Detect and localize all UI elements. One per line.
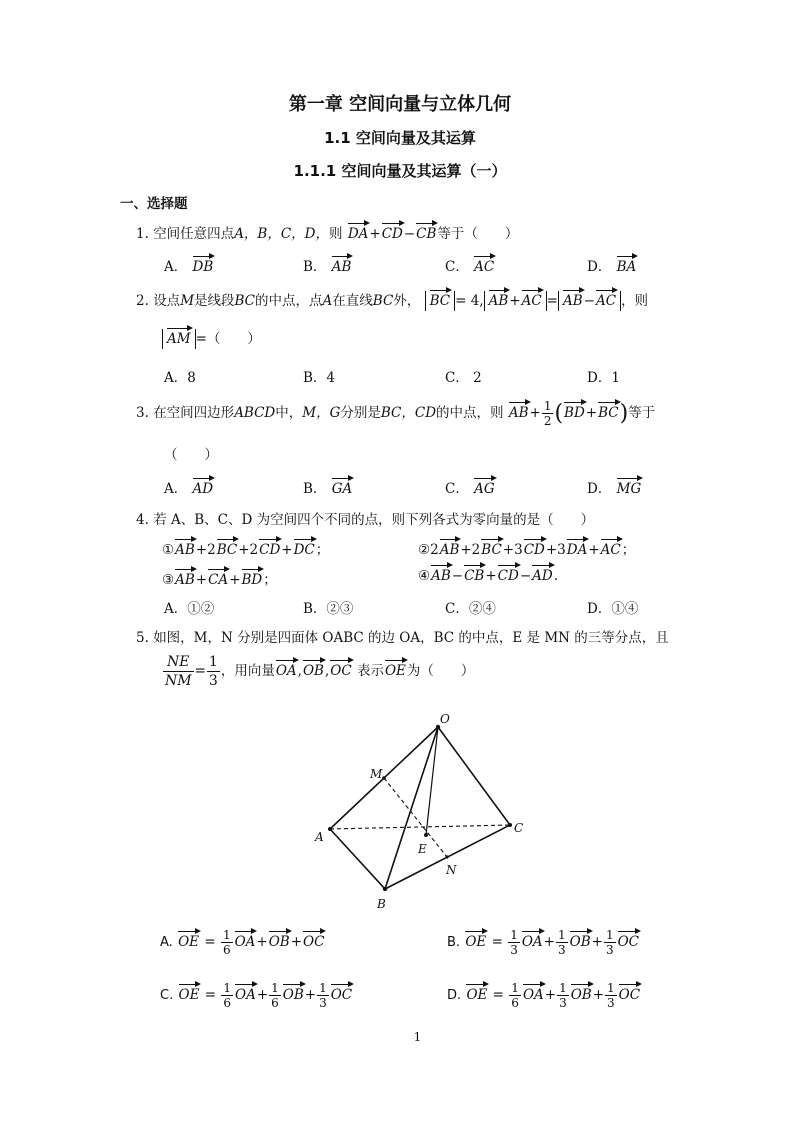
vector-term: AB — [175, 542, 195, 558]
vector-term: AD — [532, 568, 553, 584]
option-label: A. — [160, 935, 173, 950]
operator: + — [588, 542, 600, 558]
q5-option-c: C. OE = $\frac{1}{6}$ OA+ $\frac{1}{6}$ OB+ $\frac{1}{3}$ OC — [160, 981, 353, 1010]
item-end: ； — [621, 542, 636, 558]
label-n: N — [446, 863, 457, 877]
vector-term: CD — [523, 542, 545, 558]
operator: + — [195, 572, 208, 588]
q2-option-a: A．8 — [164, 370, 196, 386]
item-end: ； — [263, 572, 277, 588]
option-label: C. — [160, 988, 174, 1003]
operator: +2 — [195, 542, 216, 558]
question-3-line2: （ ） — [164, 447, 218, 463]
vector-term: OA — [235, 987, 256, 1003]
question-5-stem: 5. 如图，M，N 分别是四面体 OABC 的边 OA，BC 的中点，E 是 MN 的三等分点，且 — [136, 630, 669, 646]
coefficient: $\frac{1}{3}$ — [559, 981, 567, 1010]
q5-option-a: A. OE = $\frac{1}{6}$ OA+OB+OC — [160, 928, 325, 957]
operator: +3 — [502, 542, 523, 558]
vector-term: OA — [234, 934, 256, 950]
vector-oe: OE — [465, 934, 487, 950]
q5-option-b: B. OE = $\frac{1}{3}$ OA+ $\frac{1}{3}$ OB+ $\frac{1}{3}$ OC — [447, 928, 639, 957]
coefficient: $\frac{1}{3}$ — [557, 928, 566, 957]
vector-da: DA — [347, 226, 369, 242]
vector-cb: CB — [416, 226, 437, 242]
chapter-title: 第一章 空间向量与立体几何 — [288, 94, 512, 115]
label-a: A — [315, 830, 324, 844]
part-title: 一、选择题 — [120, 196, 188, 212]
coefficient: $\frac{1}{3}$ — [607, 981, 615, 1010]
label-o: O — [440, 712, 450, 726]
q4-item-3 — [162, 568, 277, 588]
q4-option-c: C．②④ — [445, 601, 496, 617]
point-c — [508, 823, 512, 827]
q4-item-1 — [162, 538, 329, 558]
item-mark: ③ — [162, 572, 175, 588]
vector-term: AC — [600, 542, 621, 558]
question-4-stem: 4. 若 A、B、C、D 为空间四个不同的点，则下列各式为零向量的是（ ） — [136, 512, 595, 528]
question-2-line2: AM =（ ） — [162, 327, 261, 349]
coefficient: $\frac{1}{3}$ — [605, 928, 614, 957]
question-1-stem: 1. 空间任意四点A，B，C，D，则 DA+CD−CB等于（ ） — [136, 226, 519, 242]
q4-item-4 — [418, 568, 558, 584]
operator: 2 — [430, 542, 439, 558]
option-label: B. — [447, 935, 461, 950]
vector-term: OC — [617, 934, 639, 950]
vector-term: BD — [241, 572, 263, 588]
coefficient: $\frac{1}{6}$ — [511, 981, 519, 1010]
vector-oe: OE — [178, 934, 200, 950]
edge-oc — [438, 727, 510, 825]
operator: − — [451, 568, 464, 584]
question-5-line2: $\frac{NE}{NM}$ = $\frac{1}{3}$ ，用向量OA,OB,OC 表示OE为（ ） — [165, 654, 475, 689]
page-number: 1 — [413, 1030, 422, 1044]
coefficient: $\frac{1}{6}$ — [223, 981, 231, 1010]
section-title: 1.1 空间向量及其运算 — [324, 129, 476, 147]
vector-term: CD — [259, 542, 281, 558]
point-b — [383, 887, 387, 891]
edge-ab — [330, 829, 385, 889]
q4-item-2 — [418, 538, 635, 558]
vector-term: OA — [522, 987, 544, 1003]
vector-term: AB — [175, 572, 195, 588]
point-n — [445, 855, 448, 858]
q3-option-d: D． MG — [587, 481, 642, 497]
vector-term: CA — [208, 572, 229, 588]
edge-ac-hidden — [330, 825, 510, 829]
operator: +2 — [238, 542, 259, 558]
operator: +3 — [545, 542, 566, 558]
question-2-stem: 2. 设点M是线段BC的中点，点A在直线BC外， BC = 4, AB+AC = AB−AC ，则 — [136, 293, 649, 309]
option-label: D. — [447, 988, 462, 1003]
vector-term: OB — [268, 934, 290, 950]
operator: + — [229, 572, 241, 588]
vector-term: OA — [521, 934, 543, 950]
coefficient: $\frac{1}{6}$ — [222, 928, 231, 957]
item-end: ； — [315, 542, 330, 558]
point-a — [328, 827, 332, 831]
item-end: . — [553, 568, 558, 584]
segment-mn — [384, 778, 447, 857]
vector-term: CB — [464, 568, 485, 584]
q3-option-c: C． AG — [445, 481, 495, 497]
q1-option-b: B． AB — [303, 259, 352, 275]
vector-term: AB — [439, 542, 460, 558]
subsection-title: 1.1.1 空间向量及其运算（一） — [293, 162, 507, 180]
vector-oe: OE — [178, 987, 200, 1003]
question-3-stem: 3. 在空间四边形ABCD中，M，G分别是BC，CD的中点，则 AB+ $\frac{1}{2}$ (BD+BC)等于 — [136, 399, 656, 428]
point-e — [424, 833, 428, 837]
tetrahedron-figure — [300, 705, 540, 915]
q1-option-c: C． AC — [445, 259, 495, 275]
q2-option-c: C． 2 — [445, 370, 482, 386]
coefficient: $\frac{1}{3}$ — [319, 981, 327, 1010]
vector-term: OB — [570, 987, 592, 1003]
q1-option-a: A． DB — [164, 259, 214, 275]
label-e: E — [418, 842, 427, 856]
operator: + — [485, 568, 497, 584]
operator: − — [519, 568, 532, 584]
vector-term: AB — [431, 568, 451, 584]
q4-option-b: B．②③ — [303, 601, 354, 617]
coefficient: $\frac{1}{6}$ — [271, 981, 279, 1010]
vector-term: OB — [569, 934, 591, 950]
coefficient: $\frac{1}{3}$ — [510, 928, 518, 957]
item-mark: ① — [162, 542, 175, 558]
q1-option-d: D． BA — [587, 259, 637, 275]
q2-option-b: B．4 — [303, 370, 336, 386]
q4-option-a: A．①② — [164, 601, 215, 617]
vector-term: OC — [303, 934, 325, 950]
q3-option-a: A． AD — [164, 481, 214, 497]
item-mark: ④ — [418, 568, 431, 584]
vector-term: BC — [216, 542, 238, 558]
vector-term: OC — [618, 987, 641, 1003]
vector-oe: OE — [466, 987, 488, 1003]
vector-term: CD — [497, 568, 519, 584]
label-b: B — [377, 897, 386, 911]
vector-term: DA — [566, 542, 588, 558]
vector-cd: CD — [381, 226, 403, 242]
operator: + — [281, 542, 293, 558]
vector-term: OC — [330, 987, 353, 1003]
operator: +2 — [460, 542, 481, 558]
vector-term: OB — [282, 987, 304, 1003]
label-c: C — [514, 821, 524, 835]
label-m: M — [370, 767, 383, 781]
q5-option-d: D. OE = $\frac{1}{6}$ OA+ $\frac{1}{3}$ OB+ $\frac{1}{3}$ OC — [447, 981, 641, 1010]
vector-term: DC — [293, 542, 315, 558]
q4-option-d: D．①④ — [587, 601, 639, 617]
vector-term: BC — [481, 542, 502, 558]
point-m — [382, 776, 386, 780]
item-mark: ② — [418, 542, 431, 558]
q2-option-d: D．1 — [587, 370, 620, 386]
q3-option-b: B． GA — [303, 481, 353, 497]
